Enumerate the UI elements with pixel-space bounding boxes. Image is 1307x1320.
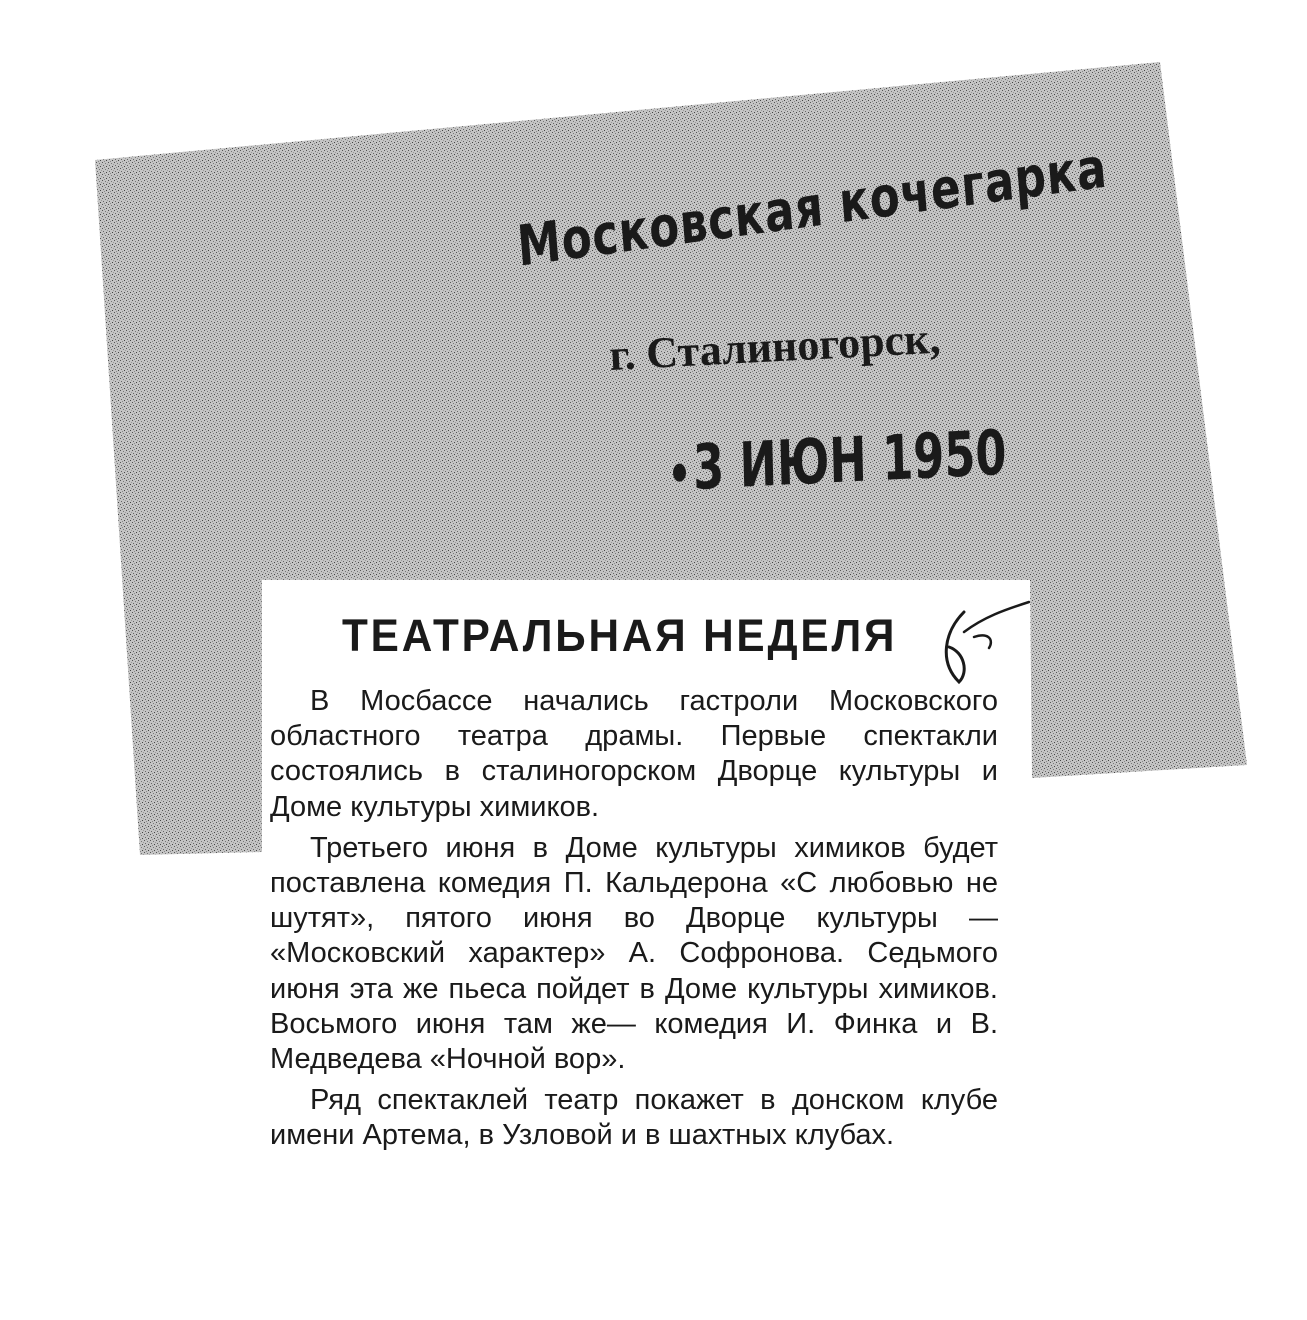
article-paragraph: Третьего июня в Доме культуры химиков будет поставлена комедия П. Кальдерона «С любовью не шутят», пятого июня во Дворце культуры — «Московский характер» А. Софронова. Седьмого июня эта же пьеса пойдет в Доме культуры химиков. Восьмого июня там же— комедия И. Финка и В. Медведева «Ночной вор». xyxy=(270,831,998,1076)
bullet-icon xyxy=(673,463,686,482)
article-paragraph: В Мосбассе начались гастроли Московского областного театра драмы. Первые спектакли состоялись в сталиногорском Дворце культуры и Доме культуры химиков. xyxy=(270,685,998,823)
stamp-newspaper-name: Московская кочегарка xyxy=(515,135,1110,280)
stamp-city: г. Сталиногорск, xyxy=(608,313,942,380)
article-headline: ТЕАТРАЛЬНАЯ НЕДЕЛЯ xyxy=(342,610,898,661)
article-clipping xyxy=(262,580,1030,1280)
article-paragraph: Ряд спектаклей театр покажет в донском клубе имени Артема, в Узловой и в шахтных клубах. xyxy=(270,1084,998,1152)
handwritten-number-icon xyxy=(934,592,1034,692)
stamp-date-text: 3 ИЮН 1950 xyxy=(692,415,1008,504)
article-body xyxy=(270,684,998,1160)
